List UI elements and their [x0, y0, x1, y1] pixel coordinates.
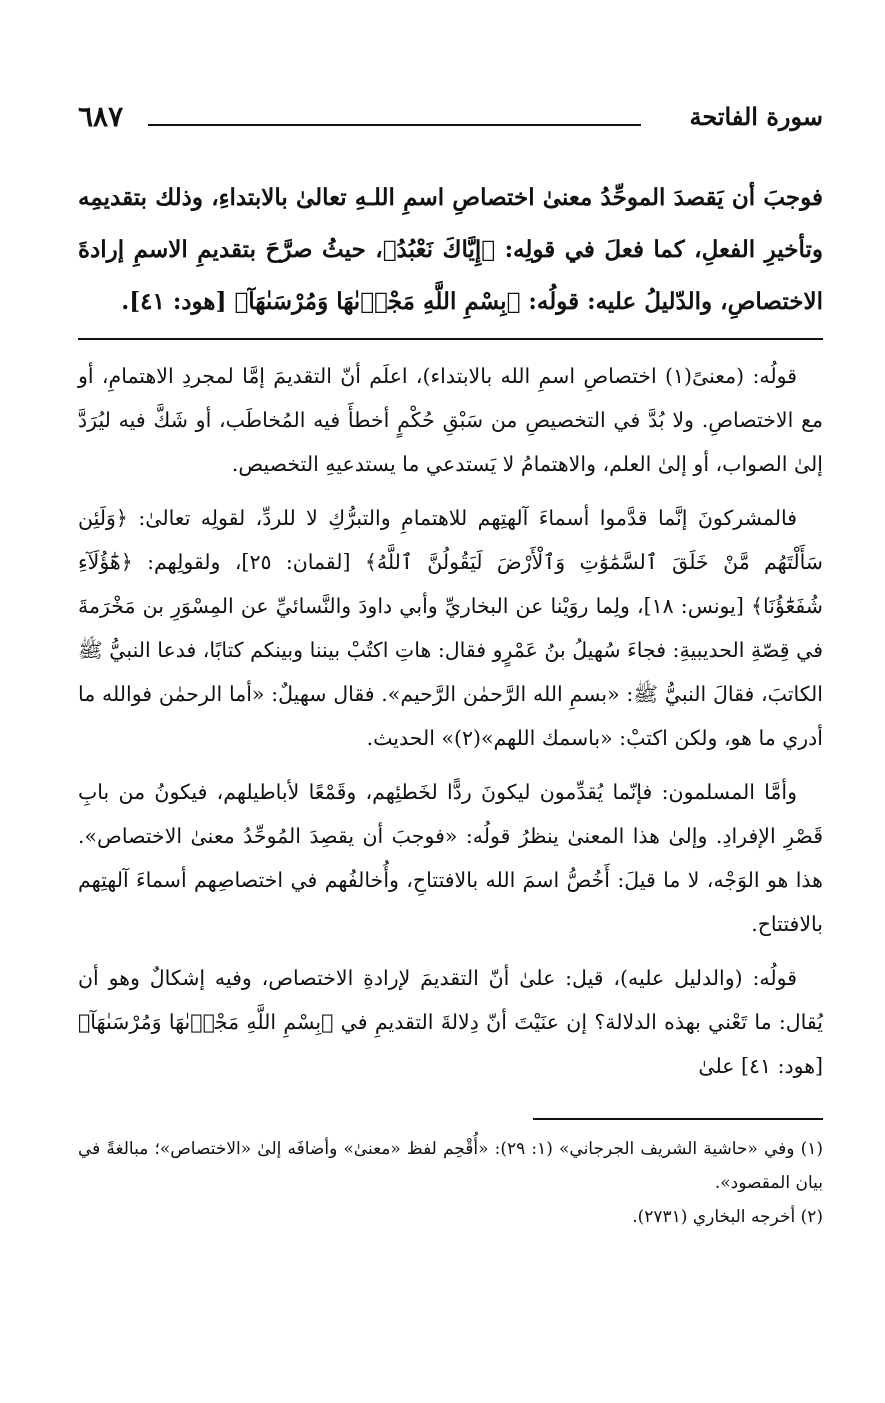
section-divider [78, 338, 823, 340]
commentary-paragraph: فالمشركونَ إنَّما قدَّموا أسماءَ آلهتِهم للاهتمامِ والتبرُّكِ لا للردِّ، لقولِه تعالىٰ: ﴿وَلَئِن سَأَلْتَهُم مَّنْ خَلَقَ ٱلسَّمَٰوَٰتِ وَٱلْأَرْضَ لَيَقُولُنَّ ٱللَّهُ﴾ [لقمان: ٢٥]، ولقولِهم: ﴿هَٰٓؤُلَآءِ شُفَعَٰٓؤُنَا﴾ [يونس: ١٨]، ولِما روَيْنا عن البخاريِّ وأبي داودَ والنَّسائيِّ عن المِسْوَرِ بن مَخْرَمةَ في قِصّةِ الحديبيةِ: فجاءَ سُهيلُ بنُ عَمْرٍو فقال: هاتِ اكتُبْ بيننا وبينكم كتابًا، فدعا النبيُّ ﷺ الكاتبَ، فقالَ النبيُّ ﷺ: «بسمِ الله الرَّحمٰن الرَّحيم». فقال سهيلٌ: «أما الرحمٰن فوالله ما أدري ما هو، ولكن اكتبْ: «باسمك اللهم»(٢)» الحديث. [78, 506, 823, 750]
commentary-paragraph: قولُه: (معنىً(١) اختصاصِ اسمِ الله بالابتداء)، اعلَم أنّ التقديمَ إمَّا لمجردِ الاهتمامِ، أو مع الاختصاصِ. ولا بُدَّ في التخصيصِ من سَبْقِ حُكْمٍ أخطأَ فيه المُخاطَب، أو شَكَّ فيه ليُرَدَّ إلىٰ الصواب، أو إلىٰ العلم، والاهتمامُ لا يَستدعي ما يستدعيهِ التخصيص. [78, 364, 823, 476]
footnote: (١) وفي «حاشية الشريف الجرجاني» (١: ٢٩): «أُقْحِم لفظ «معنىٰ» وأضافَه إلىٰ «الاختصاص»؛ مبالغةً في بيان المقصود». [78, 1139, 823, 1193]
footnote-divider [533, 1118, 823, 1120]
page-header [78, 100, 823, 146]
commentary-paragraph: وأمَّا المسلمون: فإنّما يُقدِّمون ليكونَ ردًّا لخَطئِهم، وقَمْعًا لأباطيلهم، فيكونُ من بابِ قَصْرِ الإفرادِ. وإلىٰ هذا المعنىٰ ينظرُ قولُه: «فوجبَ أن يقصِدَ المُوحِّدُ معنىٰ الاختصاص». هذا هو الوَجْه، لا ما قيلَ: أَخُصُّ اسمَ الله بالافتتاحِ، وأُخالفُهم في اختصاصِهم أسماءَ آلهتِهم بالافتتاح. [78, 780, 823, 936]
footnote: (٢) أخرجه البخاري (٢٧٣١). [632, 1207, 823, 1227]
page-number: ٦٨٧ [78, 100, 124, 133]
commentary-paragraph: قولُه: (والدليل عليه)، قيل: علىٰ أنّ التقديمَ لإرادةِ الاختصاص، وفيه إشكالٌ وهو أن يُقال: ما تَعْني بهذه الدلالة؟ إن عنَيْتَ أنّ دِلالةَ التقديمِ في ﴿بِسْمِ اللَّهِ مَجْرٜىٰهَا وَمُرْسَىٰهَآ﴾ [هود: ٤١] علىٰ [78, 966, 823, 1078]
page [78, 100, 823, 1234]
surah-title: سورة الفاتحة [689, 102, 823, 131]
header-rule [148, 124, 641, 126]
main-text: فوجبَ أن يَقصدَ الموحِّدُ معنىٰ اختصاصِ اسمِ اللـهِ تعالىٰ بالابتداءِ، وذلك بتقديمِه وتأخيرِ الفعلِ، كما فعلَ في قولِه: ﴿إِيَّاكَ نَعْبُدُ﴾، حيثُ صرَّحَ بتقديمِ الاسمِ إرادةَ الاختصاصِ، والدّليلُ عليه: قولُه: ﴿بِسْمِ اللَّهِ مَجْرٜىٰهَا وَمُرْسَىٰهَآ﴾ [هود: ٤١]. [78, 184, 823, 315]
